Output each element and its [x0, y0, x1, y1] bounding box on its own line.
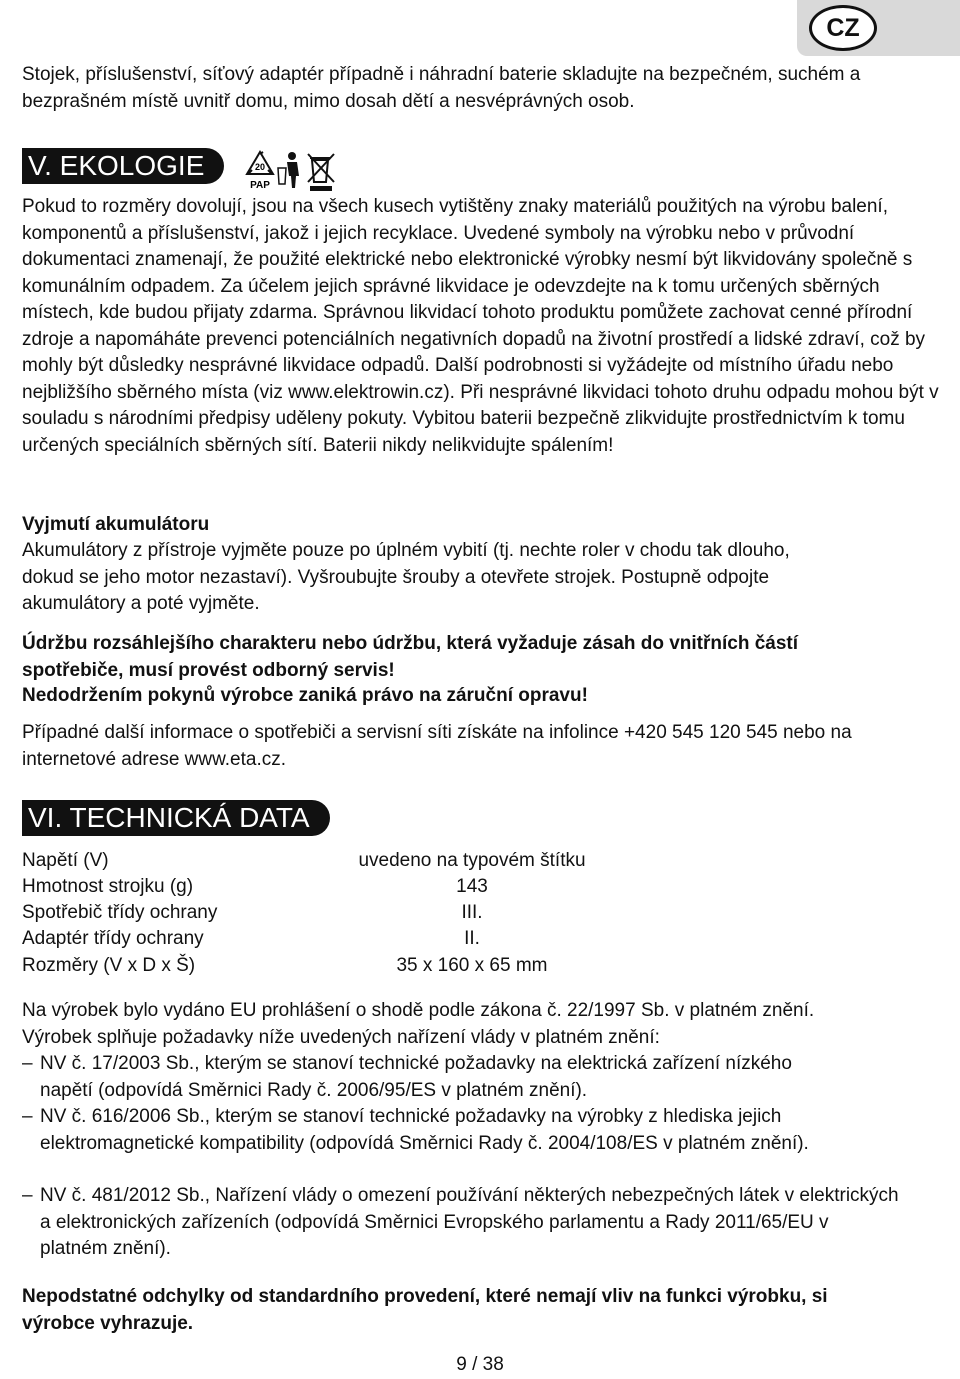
compliance-item: NV č. 17/2003 Sb., kterým se stanoví technické požadavky na elektrická zařízení nízkého napětí (odpovídá Směrnici Rady č. 2006/95/ES v platném znění).: [40, 1053, 792, 1101]
service-warning: Údržbu rozsáhlejšího charakteru nebo údržbu, která vyžaduje zásah do vnitřních částí spotřebiče, musí provést odborný servis!: [22, 633, 799, 681]
spec-value: uvedeno na typovém štítku: [358, 850, 586, 871]
recycle-pap-20-icon: [242, 148, 342, 192]
ecology-symbols: [242, 148, 342, 192]
tidyman-icon: [278, 152, 299, 188]
spec-row: [22, 900, 722, 926]
list-item: [22, 1183, 922, 1263]
spec-value: 143: [456, 876, 488, 897]
spec-row: [22, 926, 722, 952]
spec-value: 35 x 160 x 65 mm: [396, 955, 548, 976]
recycle-code: 20: [254, 162, 266, 172]
ecology-heading: V. EKOLOGIE: [22, 148, 224, 184]
list-item: [22, 1051, 922, 1104]
ecology-body: Pokud to rozměry dovolují, jsou na všech kusech vytištěny znaky materiálů použitých na výrobu balení, komponentů a příslušenství, jakož i jejich recyklace. Uvedené symboly na výrobku nebo v průvodní dokumentaci znamenají, že použité elektrické nebo elektronické výrobky nesmí být likvidovány společně s komunálním odpadem. Za účelem jejich správné likvidace je odevzdejte na k tomu určených sběrných místech, kde budou přijaty zdarma. Správnou likvidací tohoto produktu pomůžete zachovat cenné přírodní zdroje a napomáháte prevenci potenciálních negativních dopadů na životní prostředí a lidské zdraví, což by mohly být důsledky nesprávné likvidace odpadů. Další podrobnosti si vyžádejte od místního úřadu nebo nejbližšího sběrného místa (viz www.elektrowin.cz). Při nesprávné likvidaci tohoto druhu odpadu mohou být v souladu s národními předpisy uděleny pokuty. Vybitou baterii bezpečně zlikvidujte prostřednictvím k tomu určených speciálních sběrných sítí. Baterii nikdy nelikvidujte spálením!: [22, 196, 939, 456]
language-code-badge: CZ: [809, 5, 877, 51]
spec-label: Rozměry (V x D x Š): [22, 955, 196, 976]
warranty-warning: Nedodržením pokynů výrobce zaniká právo na záruční opravu!: [22, 685, 588, 706]
spec-row: [22, 953, 722, 979]
crossed-bin-icon: [308, 154, 334, 191]
list-dash: –: [22, 1106, 33, 1127]
spec-label: Spotřebič třídy ochrany: [22, 902, 218, 923]
spec-label: Hmotnost strojku (g): [22, 876, 194, 897]
technical-heading: VI. TECHNICKÁ DATA: [22, 800, 330, 836]
storage-instructions: Stojek, příslušenství, síťový adaptér případně i náhradní baterie skladujte na bezpečném, suchém a bezprašném místě uvnitř domu, mimo dosah dětí a nesvéprávných osob.: [22, 64, 861, 112]
compliance-item: NV č. 616/2006 Sb., kterým se stanoví technické požadavky na výrobky z hlediska jejich elektromagnetické kompatibility (odpovídá Směrnici Rady č. 2004/108/ES v platném znění).: [40, 1106, 809, 1154]
spec-label: Napětí (V): [22, 850, 109, 871]
battery-removal-title: Vyjmutí akumulátoru: [22, 514, 210, 535]
spec-label: Adaptér třídy ochrany: [22, 928, 204, 949]
list-item: [22, 1104, 922, 1157]
spec-value: III.: [461, 902, 483, 923]
recycle-label: PAP: [250, 180, 270, 191]
page-number: 9 / 38: [456, 1354, 504, 1375]
spec-row: [22, 874, 722, 900]
compliance-item: NV č. 481/2012 Sb., Nařízení vlády o omezení používání některých nebezpečných látek v elektrických a elektronických zařízeních (odpovídá Směrnici Evropského parlamentu a Rady 2011/65/EU v platném znění).: [40, 1185, 899, 1259]
compliance-intro: Na výrobek bylo vydáno EU prohlášení o shodě podle zákona č. 22/1997 Sb. v platném znění. Výrobek splňuje požadavky níže uvedených nařízení vlády v platném znění:: [22, 1000, 815, 1048]
language-tab: [797, 0, 960, 56]
deviation-note: Nepodstatné odchylky od standardního provedení, které nemají vliv na funkci výrobku, si výrobce vyhrazuje.: [22, 1286, 828, 1334]
info-text: Případné další informace o spotřebiči a servisní síti získáte na infolince +420 545 120 545 nebo na internetové adrese www.eta.cz.: [22, 722, 852, 770]
list-dash: –: [22, 1053, 33, 1074]
spec-value: II.: [464, 928, 480, 949]
spec-row: [22, 848, 722, 874]
battery-removal-body: Akumulátory z přístroje vyjměte pouze po úplném vybití (tj. nechte roler v chodu tak dlouho, dokud se jeho motor nezastaví). Vyšroubujte šrouby a otevřete strojek. Postupně odpojte akumulátory a poté vyjměte.: [22, 540, 790, 614]
list-dash: –: [22, 1185, 33, 1206]
